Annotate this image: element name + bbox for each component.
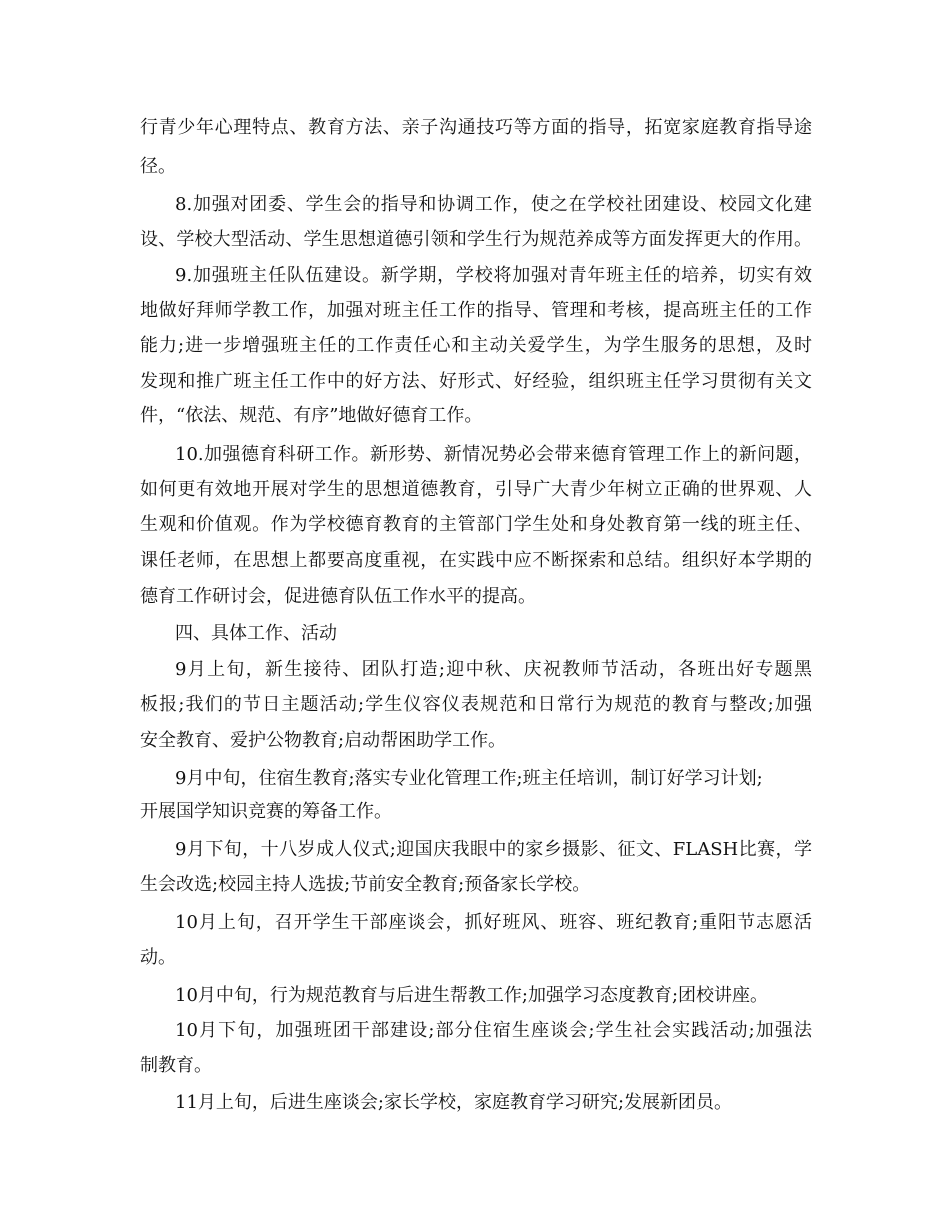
text-line: 发现和推广班主任工作中的好方法、好形式、好经验，组织班主任学习贯彻有关文 — [140, 371, 812, 392]
text-line: 德育工作研讨会，促进德育队伍工作水平的提高。 — [140, 586, 536, 607]
text-line: 安全教育、爱护公物教育;启动帮困助学工作。 — [140, 730, 507, 751]
section-heading-text: 四、具体工作、活动 — [175, 623, 337, 644]
text-line: 地做好拜师学教工作，加强对班主任工作的指导、管理和考核，提高班主任的工作 — [140, 300, 812, 321]
text-line: 开展国学知识竞赛的筹备工作。 — [140, 801, 392, 822]
document-body — [140, 0, 812, 1230]
text-line: 11月上旬，后进生座谈会;家长学校，家庭教育学习研究;发展新团员。 — [175, 1092, 733, 1113]
text-line: 9月中旬，住宿生教育;落实专业化管理工作;班主任培训，制订好学习计划; — [175, 768, 763, 789]
text-line: 10.加强德育科研工作。新形势、新情况势必会带来德育管理工作上的新问题， — [175, 444, 812, 465]
text-line: 径。 — [140, 156, 176, 177]
text-line: 设、学校大型活动、学生思想道德引领和学生行为规范养成等方面发挥更大的作用。 — [140, 229, 812, 250]
text-line: 9.加强班主任队伍建设。新学期，学校将加强对青年班主任的培养，切实有效 — [175, 265, 812, 286]
text-line: 9月下旬，十八岁成人仪式;迎国庆我眼中的家乡摄影、征文、FLASH比赛，学 — [175, 839, 812, 860]
text-line: 行青少年心理特点、教育方法、亲子沟通技巧等方面的指导，拓宽家庭教育指导途 — [140, 117, 812, 138]
text-line: 8.加强对团委、学生会的指导和协调工作，使之在学校社团建设、校园文化建 — [175, 194, 812, 215]
text-line: 能力;进一步增强班主任的工作责任心和主动关爱学生，为学生服务的思想，及时 — [140, 335, 812, 356]
text-line: 动。 — [140, 947, 176, 968]
text-line: 如何更有效地开展对学生的思想道德教育，引导广大青少年树立正确的世界观、人 — [140, 479, 812, 500]
text-line: 板报;我们的节日主题活动;学生仪容仪表规范和日常行为规范的教育与整改;加强 — [140, 694, 812, 715]
text-line: 9月上旬，新生接待、团队打造;迎中秋、庆祝教师节活动，各班出好专题黑 — [175, 659, 812, 680]
text-line: 生观和价值观。作为学校德育教育的主管部门学生处和身处教育第一线的班主任、 — [140, 514, 812, 535]
text-line: 制教育。 — [140, 1055, 212, 1076]
text-line: 10月中旬，行为规范教育与后进生帮教工作;加强学习态度教育;团校讲座。 — [175, 985, 769, 1006]
text-line: 件，“依法、规范、有序”地做好德育工作。 — [140, 405, 483, 426]
text-line: 10月上旬，召开学生干部座谈会，抓好班风、班容、班纪教育;重阳节志愿活 — [175, 912, 812, 933]
text-line: 生会改选;校园主持人选拔;节前安全教育;预备家长学校。 — [140, 874, 591, 895]
text-line: 课任老师，在思想上都要高度重视，在实践中应不断探索和总结。组织好本学期的 — [140, 550, 812, 571]
text-line: 10月下旬，加强班团干部建设;部分住宿生座谈会;学生社会实践活动;加强法 — [175, 1020, 812, 1041]
